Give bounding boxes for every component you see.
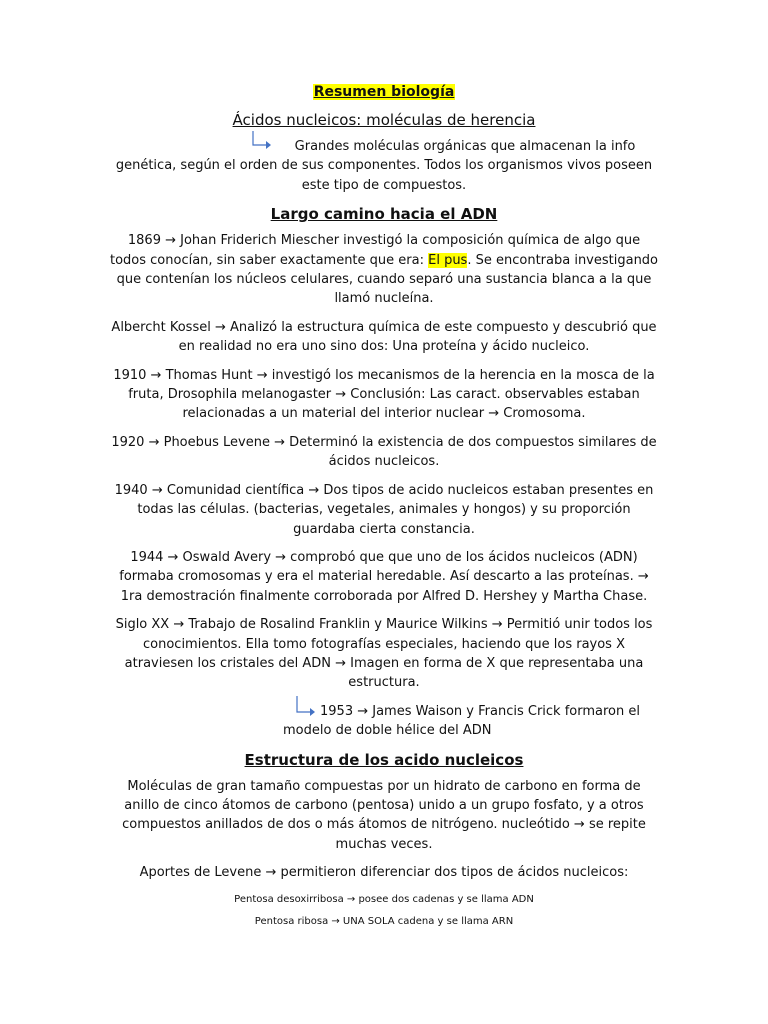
paragraph-1940: 1940 → Comunidad científica → Dos tipos de acido nucleicos estaban presentes en todas las células. (bacterias, vegetales, animales y hongos) y su proporción guardaba cierta constancia. <box>114 482 654 537</box>
paragraph-1920: 1920 → Phoebus Levene → Determinó la existencia de dos compuestos similares de ácidos nucleicos. <box>111 434 657 470</box>
document-title: Resumen biología <box>313 84 455 100</box>
paragraph-estructura: Moléculas de gran tamaño compuestas por un hidrato de carbono en forma de anillo de cinco átomos de carbono (pentosa) unido a un grupo fosfato, y a otros compuestos anillados de dos o más átomos de nitrógeno. nucleótido → se repite muchas veces. <box>122 778 646 852</box>
block-1953 <box>108 702 660 741</box>
intro-paragraph: Grandes moléculas orgánicas que almacenan la info genética, según el orden de sus componentes. Todos los organismos vivos poseen este tipo de compuestos. <box>115 139 653 193</box>
document-page <box>108 84 660 936</box>
paragraph-1953: 1953 → James Waison y Francis Crick formaron el modelo de doble hélice del ADN <box>283 703 640 739</box>
paragraph-aportes: Aportes de Levene → permitieron diferenciar dos tipos de ácidos nucleicos: <box>139 865 629 881</box>
heading-acidos-nucleicos: Ácidos nucleicos: moléculas de herencia <box>232 111 536 129</box>
paragraph-desoxirribosa: Pentosa desoxirribosa → posee dos cadenas y se llama ADN <box>234 893 534 905</box>
paragraph-ribosa: Pentosa ribosa → UNA SOLA cadena y se llama ARN <box>254 915 514 927</box>
heading-largo-camino: Largo camino hacia el ADN <box>270 205 498 224</box>
bent-arrow-icon <box>252 131 274 151</box>
intro-block <box>108 137 660 195</box>
heading-estructura: Estructura de los acido nucleicos <box>244 750 524 769</box>
paragraph-kossel: Albercht Kossel → Analizó la estructura química de este compuesto y descubrió que en realidad no era uno sino dos: Una proteína y ácido nucleico. <box>111 319 657 355</box>
paragraph-1869: 1869 → Johan Friderich Miescher investigó la composición química de algo que todos conocían, sin saber exactamente que era: El pus. Se encontraba investigando que contenían los núcleos celulares, cuando separó una sustancia blanca a la que llamó nucleína. <box>109 233 659 307</box>
highlight-el-pus: El pus <box>428 252 468 268</box>
bent-arrow-icon <box>296 696 318 718</box>
paragraph-1944: 1944 → Oswald Avery → comprobó que que uno de los ácidos nucleicos (ADN) formaba cromosomas y era el material heredable. Así descarto a las proteínas. → 1ra demostración finalmente corroborada por Alfred D. Hershey y Martha Chase. <box>119 549 649 604</box>
paragraph-siglo-xx: Siglo XX → Trabajo de Rosalind Franklin y Maurice Wilkins → Permitió unir todos los conocimientos. Ella tomo fotografías especiales, haciendo que los rayos X atraviesen los cristales del ADN → Imagen en forma de X que representaba una estructura. <box>115 617 653 691</box>
paragraph-1910: 1910 → Thomas Hunt → investigó los mecanismos de la herencia en la mosca de la fruta, Drosophila melanogaster → Conclusión: Las caract. observables estaban relacionadas a un material del interior nuclear → Cromosoma. <box>113 367 655 422</box>
